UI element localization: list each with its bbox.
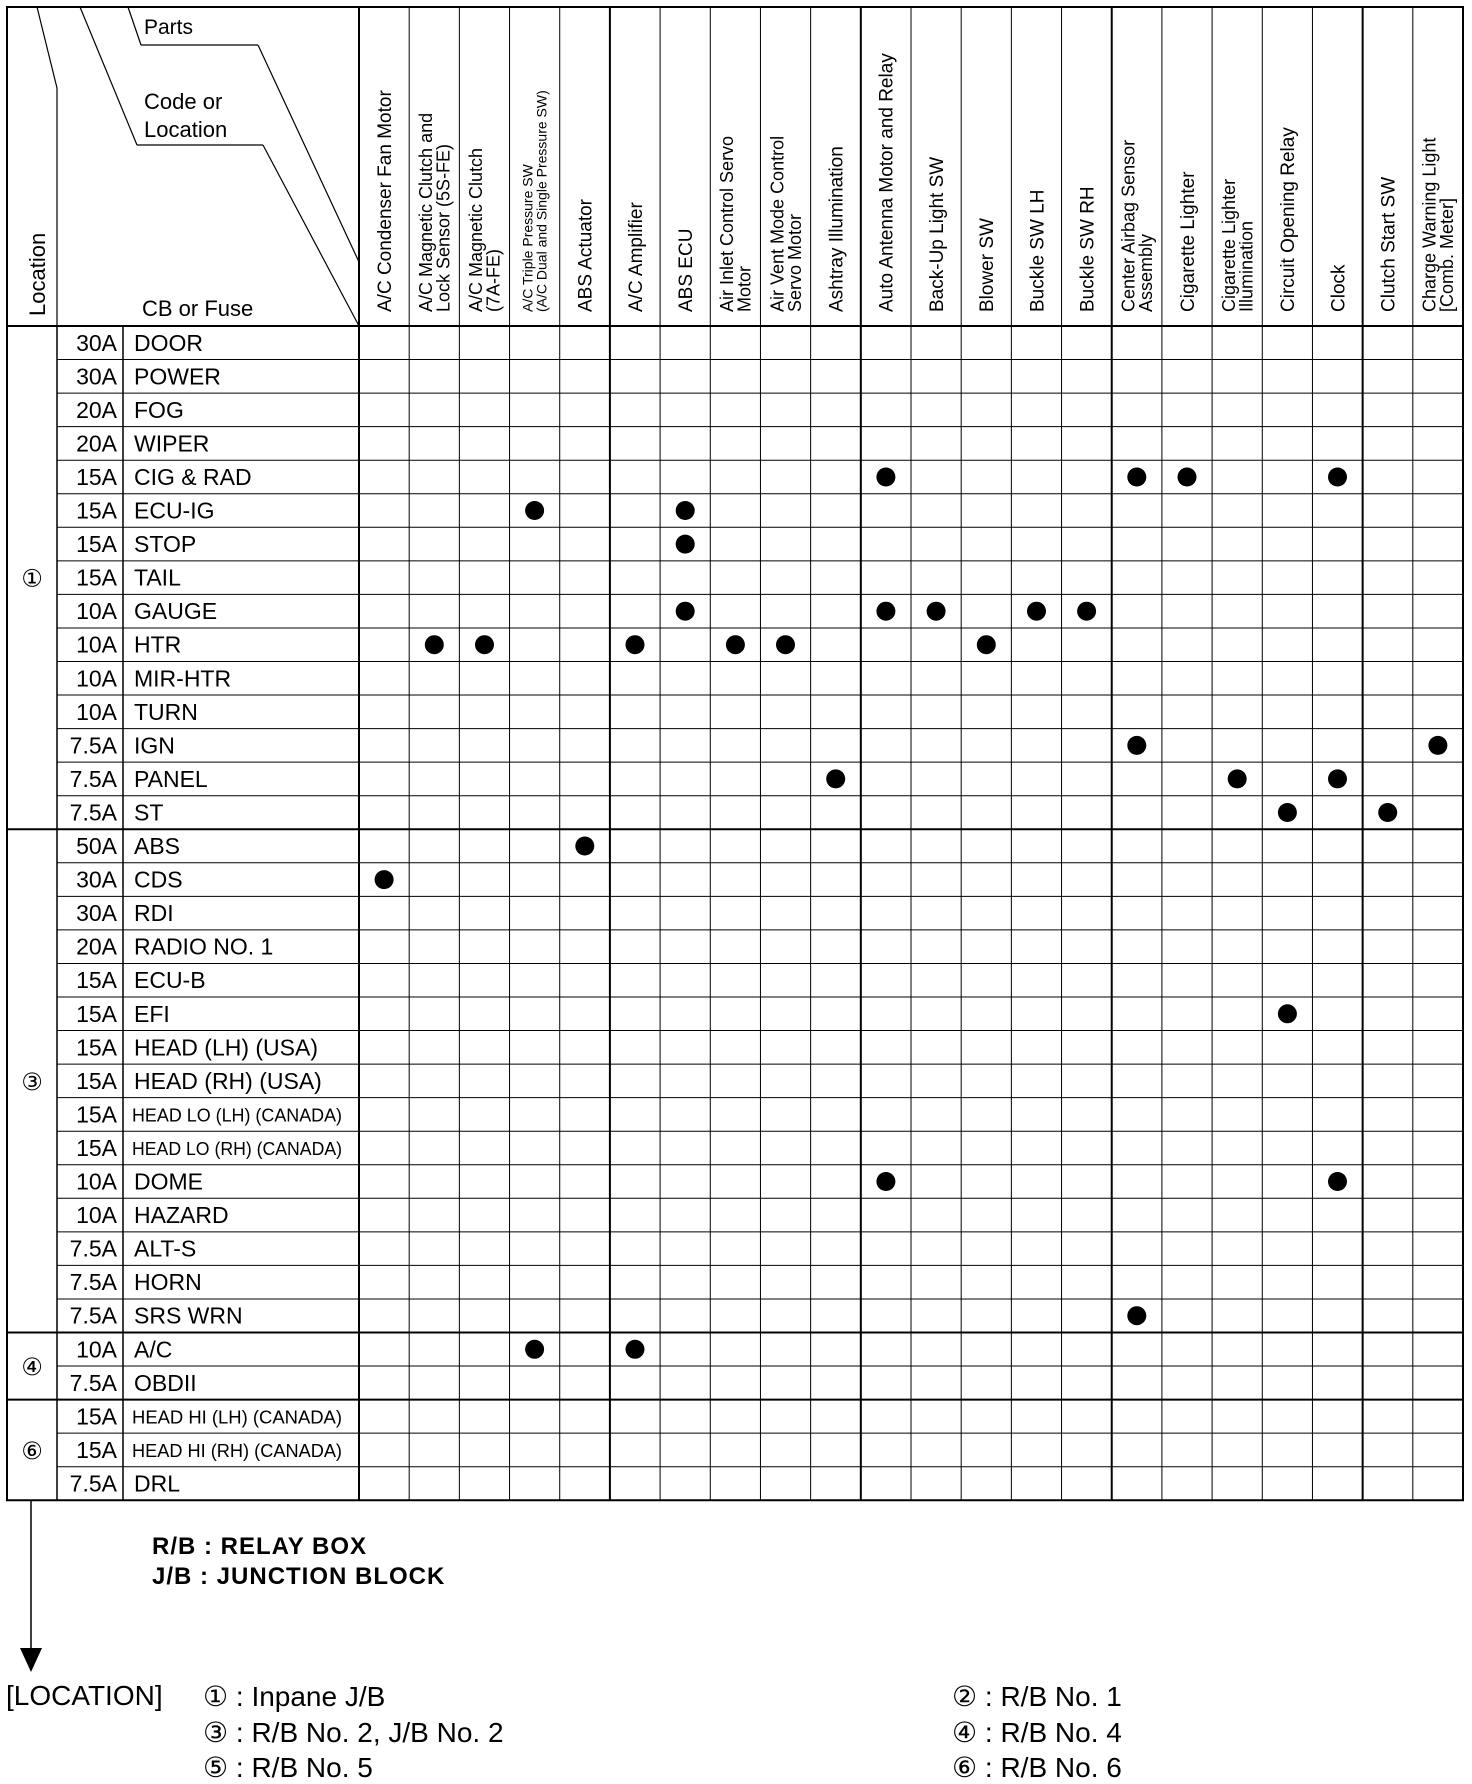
connection-dot — [1328, 1172, 1347, 1191]
part-header-label: (A/C Dual and Single Pressure SW) — [533, 90, 550, 312]
connection-dot — [1278, 1004, 1297, 1023]
fuse-amperage: 15A — [76, 1134, 117, 1161]
fuse-name: GAUGE — [134, 598, 218, 625]
fuse-amperage: 7.5A — [69, 799, 117, 826]
code-or-location-label: Location — [144, 117, 228, 142]
fuse-amperage: 10A — [76, 698, 117, 725]
fuse-amperage: 7.5A — [69, 1269, 117, 1296]
part-header-label: Clutch Start SW — [1378, 176, 1400, 312]
fuse-name: SRS WRN — [134, 1302, 243, 1329]
fuse-amperage: 20A — [76, 396, 117, 423]
connection-dot — [676, 535, 695, 554]
part-header-label: Charge Warning Light — [1419, 137, 1440, 312]
code-or-location-label: Code or — [144, 89, 223, 114]
fuse-name: HEAD HI (LH) (CANADA) — [132, 1407, 342, 1428]
connection-dot — [876, 468, 895, 487]
fuse-amperage: 10A — [76, 1336, 117, 1363]
location-item-6: ⑥ : R/B No. 6 — [952, 1752, 1122, 1783]
connection-dot — [1077, 602, 1096, 621]
part-header-label: Air Inlet Control Servo — [717, 135, 738, 312]
parts-label: Parts — [144, 16, 194, 39]
connection-dot — [425, 635, 444, 654]
part-header-label: Motor — [734, 265, 755, 312]
connection-dot — [726, 635, 745, 654]
fuse-amperage: 30A — [76, 900, 117, 927]
fuse-name: TURN — [134, 698, 198, 725]
location-symbol: ③ — [21, 1067, 43, 1096]
connection-dot — [575, 837, 594, 856]
fuse-amperage: 15A — [76, 531, 117, 558]
fuse-amperage: 30A — [76, 329, 117, 356]
connection-dot — [676, 501, 695, 520]
connection-dot — [626, 635, 645, 654]
part-header-label: Cigarette Lighter — [1177, 171, 1199, 312]
connection-dot — [927, 602, 946, 621]
fuse-name: ECU-IG — [134, 497, 215, 524]
fuse-amperage: 10A — [76, 1168, 117, 1195]
part-header-label: A/C Triple Pressure SW — [519, 164, 536, 312]
header-diagonal — [37, 7, 57, 88]
connection-dot — [1228, 769, 1247, 788]
fuse-amperage: 7.5A — [69, 1235, 117, 1262]
fuse-name: CIG & RAD — [134, 463, 252, 490]
connection-dot — [876, 1172, 895, 1191]
part-header-label: Air Vent Mode Control — [767, 135, 788, 312]
fuse-amperage: 30A — [76, 363, 117, 390]
fuse-name: EFI — [134, 1000, 170, 1027]
fuse-amperage: 15A — [76, 1000, 117, 1027]
location-symbol: ① — [21, 564, 43, 593]
location-item-2: ② : R/B No. 1 — [952, 1681, 1122, 1712]
fuse-amperage: 7.5A — [69, 1470, 117, 1497]
part-header-label: Buckle SW LH — [1027, 189, 1049, 312]
part-header-label: Assembly — [1136, 233, 1156, 312]
connection-dot — [626, 1340, 645, 1359]
legend-relay-box: R/B : RELAY BOX — [152, 1533, 368, 1560]
fuse-name: FOG — [134, 396, 184, 423]
fuse-amperage: 30A — [76, 866, 117, 893]
fuse-name: HEAD LO (RH) (CANADA) — [132, 1138, 342, 1159]
part-header-label: Circuit Opening Relay — [1278, 127, 1300, 312]
connection-dot — [525, 1340, 544, 1359]
connection-dot — [1178, 468, 1197, 487]
fuse-amperage: 20A — [76, 933, 117, 960]
part-header-label: A/C Condenser Fan Motor — [374, 90, 396, 312]
fuse-name: HEAD (RH) (USA) — [134, 1067, 322, 1094]
part-header-label: Center Airbag Sensor — [1118, 139, 1139, 312]
connection-dot — [1027, 602, 1046, 621]
header-diagonal — [258, 45, 359, 262]
fuse-name: MIR-HTR — [134, 665, 232, 692]
fuse-name: WIPER — [134, 430, 210, 457]
fuse-name: POWER — [134, 363, 221, 390]
fuse-name: PANEL — [134, 765, 208, 792]
location-symbol: ④ — [21, 1353, 43, 1382]
connection-dot — [1328, 468, 1347, 487]
cb-or-fuse-label: CB or Fuse — [142, 296, 254, 321]
fuse-amperage: 15A — [76, 967, 117, 994]
part-header-label: A/C Magnetic Clutch and — [416, 112, 436, 312]
fuse-amperage: 15A — [76, 1403, 117, 1430]
connection-dot — [1278, 803, 1297, 822]
connection-dot — [876, 602, 895, 621]
fuse-name: ST — [134, 799, 164, 826]
fuse-amperage: 7.5A — [69, 732, 117, 759]
part-header-label: Cigarette Lighter — [1218, 178, 1239, 312]
fuse-amperage: 7.5A — [69, 765, 117, 792]
fuse-amperage: 10A — [76, 665, 117, 692]
fuse-name: IGN — [134, 732, 175, 759]
part-header-label: Auto Antenna Motor and Relay — [876, 53, 898, 312]
fuse-name: HEAD (LH) (USA) — [134, 1034, 319, 1061]
fuse-name: HAZARD — [134, 1202, 229, 1229]
fuse-name: OBDII — [134, 1369, 197, 1396]
part-header-label: Blower SW — [977, 218, 999, 312]
fuse-amperage: 10A — [76, 598, 117, 625]
fuse-name: ECU-B — [134, 967, 206, 994]
fuse-amperage: 15A — [76, 1067, 117, 1094]
fuse-amperage: 15A — [76, 497, 117, 524]
fuse-name: DOME — [134, 1168, 203, 1195]
part-header-label: ABS ECU — [676, 228, 697, 312]
fuse-name: HTR — [134, 631, 182, 658]
part-header-label: A/C Amplifier — [625, 202, 647, 312]
connection-dot — [1428, 736, 1447, 755]
fuse-name: TAIL — [134, 564, 181, 591]
fuse-name: A/C — [134, 1336, 173, 1363]
fuse-name: RADIO NO. 1 — [134, 933, 274, 960]
part-header-label: (7A-FE) — [483, 249, 504, 312]
fuse-amperage: 15A — [76, 1034, 117, 1061]
connection-dot — [1127, 468, 1146, 487]
location-title: [LOCATION] — [6, 1680, 163, 1711]
fuse-amperage: 10A — [76, 631, 117, 658]
part-header-label: A/C Magnetic Clutch — [466, 147, 487, 312]
location-item-5: ⑤ : R/B No. 5 — [203, 1752, 373, 1783]
fuse-name: HEAD LO (LH) (CANADA) — [132, 1105, 342, 1126]
fuse-amperage: 50A — [76, 833, 117, 860]
location-item-3: ③ : R/B No. 2, J/B No. 2 — [203, 1717, 504, 1748]
location-header-label: Location — [25, 232, 50, 316]
part-header-label: Ashtray Illumination — [826, 146, 848, 312]
fuse-name: RDI — [134, 900, 174, 927]
fuse-name: HEAD HI (RH) (CANADA) — [132, 1440, 342, 1461]
header-diagonal — [80, 7, 137, 145]
connection-dot — [1127, 736, 1146, 755]
connection-dot — [977, 635, 996, 654]
part-header-label: Clock — [1328, 264, 1350, 312]
fuse-amperage: 15A — [76, 1436, 117, 1463]
fuse-name: DRL — [134, 1470, 181, 1497]
header-diagonal — [128, 7, 141, 45]
fuse-name: DOOR — [134, 329, 203, 356]
part-header-label: Lock Sensor (5S-FE) — [433, 143, 454, 312]
part-header-label: Back-Up Light SW — [926, 156, 948, 312]
part-header-label: [Comb. Meter] — [1437, 197, 1458, 312]
connection-dot — [1378, 803, 1397, 822]
part-header-label: ABS Actuator — [575, 198, 597, 312]
fuse-name: ABS — [134, 833, 181, 860]
fuse-amperage: 15A — [76, 463, 117, 490]
fuse-amperage: 20A — [76, 430, 117, 457]
part-header-label: Illumination — [1236, 220, 1257, 312]
connection-dot — [776, 635, 795, 654]
location-item-1: ① : Inpane J/B — [203, 1681, 386, 1712]
connection-dot — [1328, 769, 1347, 788]
connection-dot — [475, 635, 494, 654]
connection-dot — [1127, 1306, 1146, 1325]
part-header-label: Buckle SW RH — [1077, 186, 1099, 312]
fuse-amperage: 10A — [76, 1202, 117, 1229]
fuse-name: STOP — [134, 531, 197, 558]
location-arrow-head — [20, 1648, 42, 1672]
legend-junction-block: J/B : JUNCTION BLOCK — [152, 1563, 446, 1590]
location-symbol: ⑥ — [21, 1436, 43, 1465]
part-header-label: Servo Motor — [784, 213, 805, 312]
fuse-amperage: 7.5A — [69, 1369, 117, 1396]
header-diagonal — [263, 145, 359, 326]
connection-dot — [676, 602, 695, 621]
connection-dot — [525, 501, 544, 520]
connection-dot — [375, 870, 394, 889]
fuse-amperage: 7.5A — [69, 1302, 117, 1329]
fuse-name: CDS — [134, 866, 183, 893]
location-item-4: ④ : R/B No. 4 — [952, 1717, 1122, 1748]
fuse-name: HORN — [134, 1269, 202, 1296]
fuse-amperage: 15A — [76, 564, 117, 591]
fuse-amperage: 15A — [76, 1101, 117, 1128]
connection-dot — [826, 769, 845, 788]
fuse-name: ALT-S — [134, 1235, 197, 1262]
